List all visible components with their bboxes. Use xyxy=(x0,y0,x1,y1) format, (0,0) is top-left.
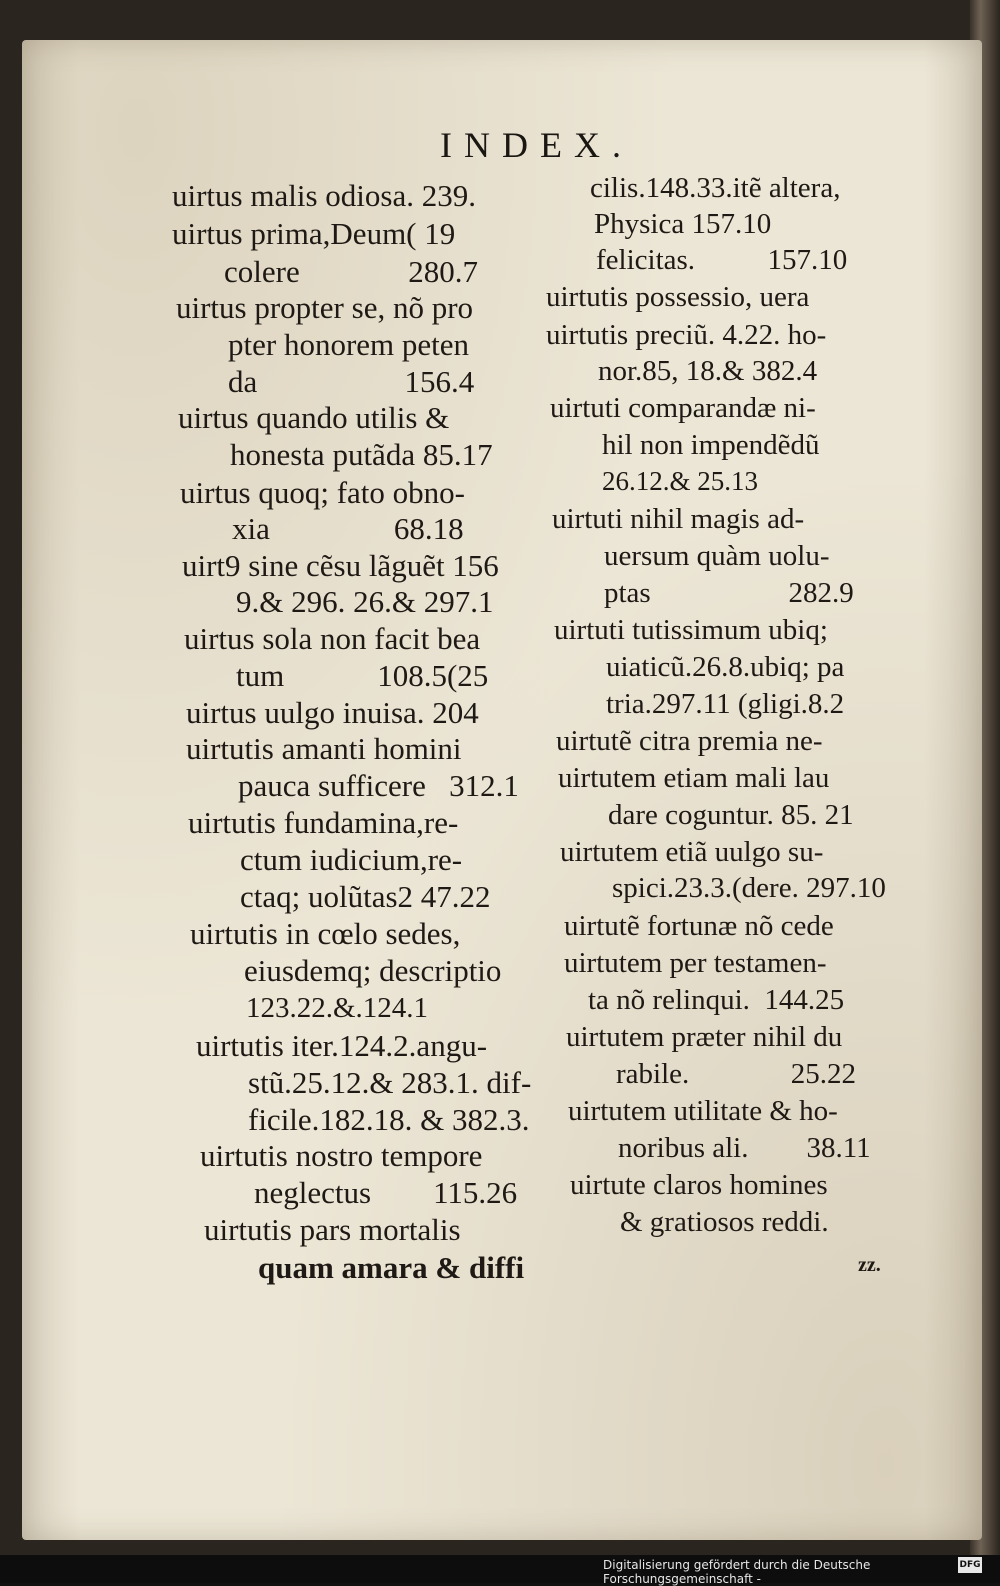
index-entry-line: uirtutẽ fortunæ nõ cede xyxy=(564,910,834,942)
index-entry-line: neglectus 115.26 xyxy=(254,1175,518,1210)
index-entry-line: uirtus prima,Deum( 19 xyxy=(172,216,456,251)
index-entry-line: uirtutem præter nihil du xyxy=(566,1021,843,1053)
index-entry-line: uirtuti nihil magis ad- xyxy=(552,503,805,535)
index-entry-line: tum 108.5(25 xyxy=(236,658,489,693)
index-entry-line: uirtutem etiam mali lau xyxy=(558,762,830,794)
index-entry-line: eiusdemq; descriptio xyxy=(244,953,502,988)
index-entry-line: uirtus propter se, nõ pro xyxy=(176,290,474,325)
index-entry-line: uirtutis pars mortalis xyxy=(204,1212,461,1247)
index-entry-line: uirtute claros homines xyxy=(570,1169,828,1201)
index-entry-line: uirtus quando utilis & xyxy=(178,400,450,435)
index-entry-line: uirtus quoq; fato obno- xyxy=(180,475,465,510)
index-entry-line: noribus ali. 38.11 xyxy=(618,1132,871,1164)
index-entry-line: rabile. 25.22 xyxy=(616,1058,857,1090)
index-entry-line: uirtutẽ citra premia ne- xyxy=(556,725,823,757)
index-entry-line: stũ.25.12.& 283.1. dif- xyxy=(248,1065,532,1100)
index-entry-line: uirtutem utilitate & ho- xyxy=(568,1095,838,1127)
index-entry-line: uirtuti tutissimum ubiq; xyxy=(554,614,828,646)
index-entry-line: uirtutis fundamina,re- xyxy=(188,805,459,840)
index-entry-line: uirtutis iter.124.2.angu- xyxy=(196,1028,488,1063)
index-entry-line: ctaq; uolũtas2 47.22 xyxy=(240,879,491,914)
index-entry-line: uirtus malis odiosa. 239. xyxy=(172,178,476,213)
funding-credit: Digitalisierung gefördert durch die Deutsche Forschungsgemeinschaft - xyxy=(603,1558,871,1586)
index-entry-line: colere 280.7 xyxy=(224,254,478,289)
index-entry-line: 123.22.&.124.1 xyxy=(246,992,429,1024)
index-entry-line: quam amara & diffi xyxy=(258,1250,525,1285)
index-entry-line: uirtutis possessio, uera xyxy=(546,281,810,313)
index-entry-line: uirtutis amanti homini xyxy=(186,731,462,766)
index-entry-line: dare coguntur. 85. 21 xyxy=(608,799,854,831)
index-entry-line: 9.& 296. 26.& 297.1 xyxy=(236,584,494,619)
index-entry-line: uirtutis preciũ. 4.22. ho- xyxy=(546,319,827,351)
index-entry-line: uirtutis in cœlo sedes, xyxy=(190,916,461,951)
running-head: INDEX. xyxy=(440,125,633,165)
index-entry-line: hil non impendẽdũ xyxy=(602,429,820,461)
index-entry-line: uirtutem per testamen- xyxy=(564,947,827,979)
index-entry-line: nor.85, 18.& 382.4 xyxy=(598,355,818,387)
index-entry-line: cilis.148.33.itẽ altera, xyxy=(590,172,841,204)
index-entry-line: uirtutem etiã uulgo su- xyxy=(560,836,824,868)
index-entry-line: pauca sufficere 312.1 xyxy=(238,768,519,803)
index-entry-line: ctum iudicium,re- xyxy=(240,842,463,877)
index-entry-line: uirtutis nostro tempore xyxy=(200,1138,483,1173)
index-entry-line: Physica 157.10 xyxy=(594,208,772,240)
index-entry-line: uirt9 sine cẽsu lãguẽt 156 xyxy=(182,548,499,583)
index-entry-line: uirtus uulgo inuisa. 204 xyxy=(186,695,479,730)
index-entry-line: ptas 282.9 xyxy=(604,577,854,609)
index-entry-line: uirtuti comparandæ ni- xyxy=(550,392,816,424)
index-entry-line: pter honorem peten xyxy=(228,327,470,362)
index-entry-line: uiaticũ.26.8.ubiq; pa xyxy=(606,651,845,683)
index-entry-line: tria.297.11 (gligi.8.2 xyxy=(606,688,845,720)
index-entry-line: ficile.182.18. & 382.3. xyxy=(248,1102,530,1137)
index-entry-line: & gratiosos reddi. xyxy=(620,1206,829,1238)
index-entry-line: ta nõ relinqui. 144.25 xyxy=(588,984,845,1016)
index-entry-line: da 156.4 xyxy=(228,364,475,399)
dfg-logo-icon: DFG xyxy=(958,1557,982,1573)
index-entry-line: xia 68.18 xyxy=(232,511,464,546)
index-entry-line: honesta putãda 85.17 xyxy=(230,437,493,472)
index-entry-line: uirtus sola non facit bea xyxy=(184,621,481,656)
index-entry-line: 26.12.& 25.13 xyxy=(602,466,759,496)
index-entry-line: spici.23.3.(dere. 297.10 xyxy=(612,872,886,904)
index-entry-line: felicitas. 157.10 xyxy=(596,244,848,276)
signature-mark: zz. xyxy=(858,1254,881,1276)
index-entry-line: uersum quàm uolu- xyxy=(604,540,830,572)
